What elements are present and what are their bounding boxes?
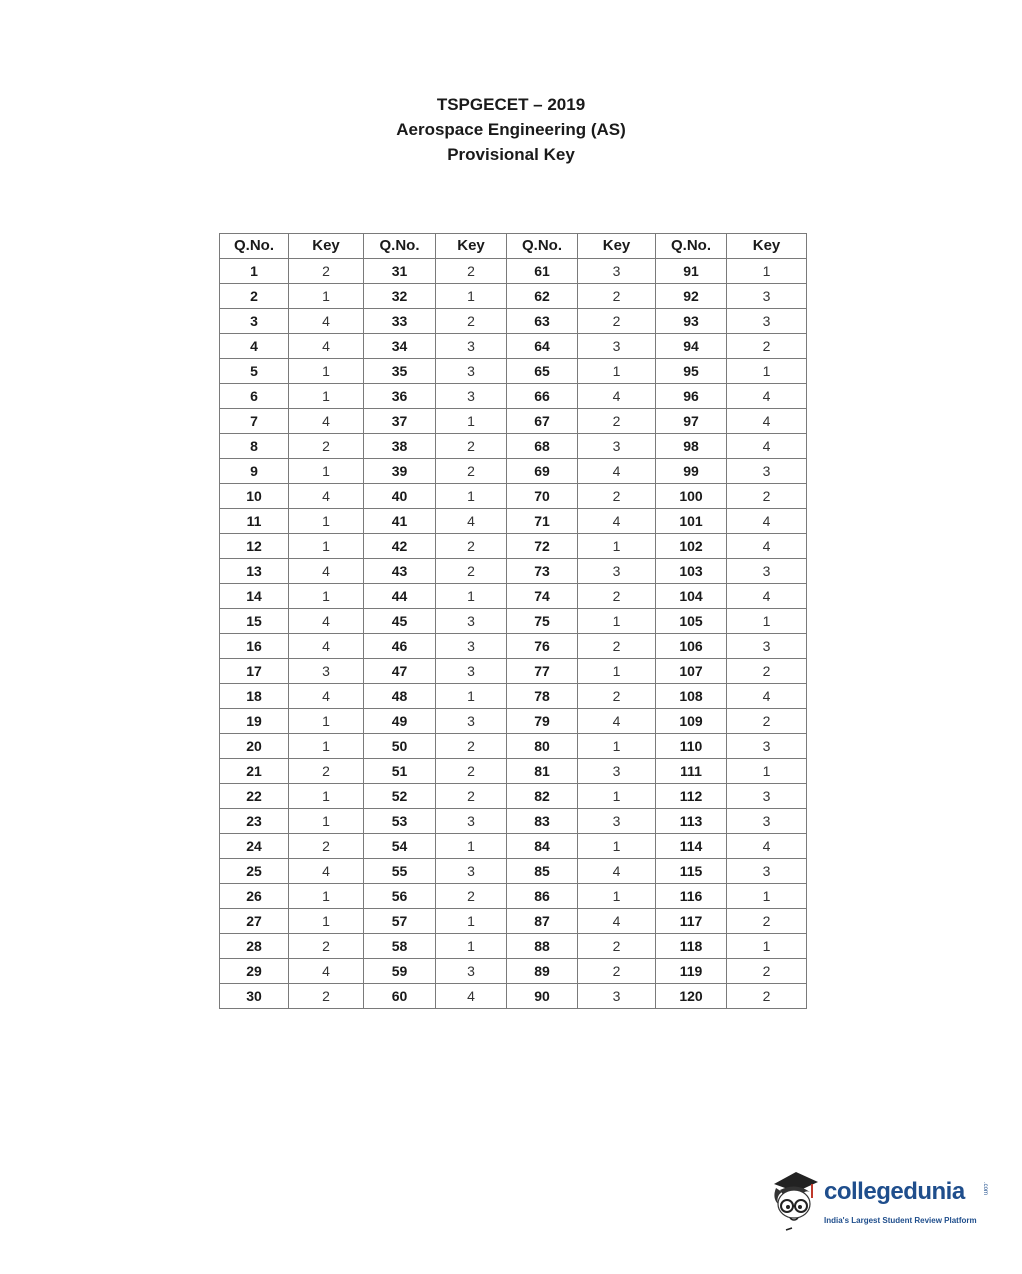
answer-key-cell: 1 [289, 534, 364, 559]
answer-key-cell: 4 [578, 509, 656, 534]
answer-key-cell: 1 [727, 259, 807, 284]
table-row [220, 509, 807, 534]
question-number-cell: 69 [507, 459, 578, 484]
collegedunia-logo [766, 1168, 996, 1234]
question-number-cell: 81 [507, 759, 578, 784]
answer-key-cell: 1 [289, 909, 364, 934]
answer-key-cell: 2 [436, 434, 507, 459]
answer-key-cell: 2 [436, 459, 507, 484]
question-number-cell: 111 [656, 759, 727, 784]
answer-key-cell: 2 [578, 934, 656, 959]
question-number-cell: 42 [364, 534, 436, 559]
answer-key-cell: 1 [578, 609, 656, 634]
answer-key-cell: 1 [289, 384, 364, 409]
header-qno: Q.No. [220, 234, 289, 259]
question-number-cell: 21 [220, 759, 289, 784]
question-number-cell: 17 [220, 659, 289, 684]
question-number-cell: 113 [656, 809, 727, 834]
brand-domain: .com [982, 1182, 988, 1196]
question-number-cell: 2 [220, 284, 289, 309]
question-number-cell: 20 [220, 734, 289, 759]
answer-key-cell: 3 [436, 609, 507, 634]
question-number-cell: 86 [507, 884, 578, 909]
question-number-cell: 95 [656, 359, 727, 384]
question-number-cell: 38 [364, 434, 436, 459]
answer-key-cell: 3 [436, 384, 507, 409]
answer-key-cell: 1 [289, 709, 364, 734]
answer-key-cell: 4 [289, 634, 364, 659]
answer-key-cell: 2 [436, 309, 507, 334]
answer-key-cell: 3 [436, 334, 507, 359]
question-number-cell: 74 [507, 584, 578, 609]
table-row [220, 809, 807, 834]
question-number-cell: 11 [220, 509, 289, 534]
answer-key-cell: 2 [578, 959, 656, 984]
table-row [220, 484, 807, 509]
table-row [220, 884, 807, 909]
question-number-cell: 49 [364, 709, 436, 734]
question-number-cell: 52 [364, 784, 436, 809]
answer-key-cell: 1 [436, 684, 507, 709]
question-number-cell: 13 [220, 559, 289, 584]
answer-key-table [219, 233, 807, 1009]
brand-name: collegedunia [824, 1178, 965, 1205]
table-row [220, 784, 807, 809]
answer-key-cell: 2 [727, 484, 807, 509]
question-number-cell: 27 [220, 909, 289, 934]
table-row [220, 734, 807, 759]
question-number-cell: 101 [656, 509, 727, 534]
question-number-cell: 72 [507, 534, 578, 559]
answer-key-cell: 3 [727, 634, 807, 659]
answer-key-cell: 3 [727, 784, 807, 809]
question-number-cell: 78 [507, 684, 578, 709]
question-number-cell: 33 [364, 309, 436, 334]
answer-key-cell: 1 [578, 534, 656, 559]
question-number-cell: 115 [656, 859, 727, 884]
answer-key-cell: 4 [578, 859, 656, 884]
question-number-cell: 89 [507, 959, 578, 984]
question-number-cell: 28 [220, 934, 289, 959]
answer-key-cell: 4 [727, 834, 807, 859]
question-number-cell: 6 [220, 384, 289, 409]
answer-key-cell: 4 [727, 509, 807, 534]
question-number-cell: 73 [507, 559, 578, 584]
answer-key-cell: 3 [727, 859, 807, 884]
question-number-cell: 24 [220, 834, 289, 859]
question-number-cell: 15 [220, 609, 289, 634]
table-row [220, 709, 807, 734]
answer-key-cell: 1 [727, 884, 807, 909]
question-number-cell: 85 [507, 859, 578, 884]
table-row [220, 384, 807, 409]
answer-key-cell: 1 [436, 934, 507, 959]
question-number-cell: 103 [656, 559, 727, 584]
answer-key-cell: 4 [727, 409, 807, 434]
question-number-cell: 67 [507, 409, 578, 434]
question-number-cell: 25 [220, 859, 289, 884]
table-row [220, 334, 807, 359]
answer-key-cell: 4 [289, 684, 364, 709]
question-number-cell: 83 [507, 809, 578, 834]
table-row [220, 459, 807, 484]
answer-key-cell: 1 [289, 784, 364, 809]
question-number-cell: 45 [364, 609, 436, 634]
answer-key-cell: 4 [578, 709, 656, 734]
table-row [220, 909, 807, 934]
key-type-title: Provisional Key [447, 145, 575, 164]
answer-key-cell: 2 [436, 734, 507, 759]
header-qno: Q.No. [364, 234, 436, 259]
answer-key-cell: 4 [436, 509, 507, 534]
question-number-cell: 30 [220, 984, 289, 1009]
question-number-cell: 19 [220, 709, 289, 734]
question-number-cell: 35 [364, 359, 436, 384]
question-number-cell: 66 [507, 384, 578, 409]
answer-key-cell: 2 [289, 834, 364, 859]
answer-key-cell: 1 [436, 409, 507, 434]
question-number-cell: 62 [507, 284, 578, 309]
table-row [220, 834, 807, 859]
answer-key-cell: 4 [727, 434, 807, 459]
answer-key-cell: 1 [727, 609, 807, 634]
question-number-cell: 106 [656, 634, 727, 659]
question-number-cell: 43 [364, 559, 436, 584]
question-number-cell: 39 [364, 459, 436, 484]
answer-key-cell: 3 [727, 734, 807, 759]
answer-key-cell: 3 [727, 809, 807, 834]
question-number-cell: 64 [507, 334, 578, 359]
answer-key-cell: 3 [727, 559, 807, 584]
question-number-cell: 57 [364, 909, 436, 934]
table-row [220, 534, 807, 559]
question-number-cell: 59 [364, 959, 436, 984]
answer-key-cell: 3 [436, 359, 507, 384]
answer-key-cell: 4 [727, 584, 807, 609]
answer-key-cell: 3 [436, 709, 507, 734]
answer-key-cell: 1 [436, 909, 507, 934]
answer-key-cell: 2 [578, 684, 656, 709]
question-number-cell: 34 [364, 334, 436, 359]
answer-key-cell: 4 [436, 984, 507, 1009]
question-number-cell: 84 [507, 834, 578, 859]
answer-key-cell: 4 [578, 909, 656, 934]
answer-key-cell: 3 [578, 259, 656, 284]
answer-key-cell: 3 [578, 809, 656, 834]
question-number-cell: 58 [364, 934, 436, 959]
answer-key-cell: 3 [578, 759, 656, 784]
question-number-cell: 104 [656, 584, 727, 609]
question-number-cell: 119 [656, 959, 727, 984]
question-number-cell: 76 [507, 634, 578, 659]
answer-key-cell: 3 [578, 434, 656, 459]
question-number-cell: 70 [507, 484, 578, 509]
answer-key-cell: 4 [727, 684, 807, 709]
question-number-cell: 16 [220, 634, 289, 659]
question-number-cell: 63 [507, 309, 578, 334]
question-number-cell: 12 [220, 534, 289, 559]
answer-key-cell: 2 [436, 534, 507, 559]
answer-key-cell: 2 [578, 284, 656, 309]
answer-key-cell: 1 [727, 359, 807, 384]
question-number-cell: 8 [220, 434, 289, 459]
question-number-cell: 61 [507, 259, 578, 284]
table-row [220, 859, 807, 884]
answer-key-cell: 1 [436, 484, 507, 509]
answer-key-cell: 1 [578, 834, 656, 859]
table-row [220, 259, 807, 284]
answer-key-cell: 1 [436, 284, 507, 309]
answer-key-cell: 4 [289, 309, 364, 334]
table-row [220, 434, 807, 459]
answer-key-cell: 2 [578, 584, 656, 609]
answer-key-cell: 1 [289, 884, 364, 909]
answer-key-cell: 1 [289, 734, 364, 759]
table-row [220, 309, 807, 334]
answer-key-cell: 4 [289, 334, 364, 359]
question-number-cell: 87 [507, 909, 578, 934]
question-number-cell: 94 [656, 334, 727, 359]
question-number-cell: 53 [364, 809, 436, 834]
question-number-cell: 91 [656, 259, 727, 284]
question-number-cell: 88 [507, 934, 578, 959]
answer-key-cell: 3 [578, 984, 656, 1009]
header-qno: Q.No. [656, 234, 727, 259]
question-number-cell: 51 [364, 759, 436, 784]
table-body [220, 259, 807, 1009]
answer-key-cell: 2 [727, 959, 807, 984]
answer-key-cell: 4 [289, 959, 364, 984]
question-number-cell: 22 [220, 784, 289, 809]
question-number-cell: 44 [364, 584, 436, 609]
answer-key-cell: 1 [289, 359, 364, 384]
table-row [220, 959, 807, 984]
answer-key-cell: 4 [289, 409, 364, 434]
table-row [220, 584, 807, 609]
answer-key-cell: 1 [289, 509, 364, 534]
question-number-cell: 120 [656, 984, 727, 1009]
answer-key-cell: 2 [578, 634, 656, 659]
answer-key-cell: 4 [727, 384, 807, 409]
answer-key-cell: 2 [727, 909, 807, 934]
question-number-cell: 10 [220, 484, 289, 509]
question-number-cell: 96 [656, 384, 727, 409]
answer-key-cell: 2 [578, 409, 656, 434]
question-number-cell: 3 [220, 309, 289, 334]
question-number-cell: 79 [507, 709, 578, 734]
table-row [220, 659, 807, 684]
question-number-cell: 118 [656, 934, 727, 959]
answer-key-cell: 3 [436, 809, 507, 834]
question-number-cell: 75 [507, 609, 578, 634]
answer-key-cell: 2 [727, 334, 807, 359]
answer-key-cell: 1 [727, 934, 807, 959]
answer-key-cell: 1 [436, 834, 507, 859]
answer-key-cell: 1 [289, 584, 364, 609]
question-number-cell: 82 [507, 784, 578, 809]
table-row [220, 609, 807, 634]
question-number-cell: 50 [364, 734, 436, 759]
question-number-cell: 68 [507, 434, 578, 459]
answer-key-cell: 2 [289, 759, 364, 784]
question-number-cell: 71 [507, 509, 578, 534]
exam-title: TSPGECET – 2019 [436, 95, 586, 114]
answer-key-cell: 2 [578, 309, 656, 334]
answer-key-cell: 2 [289, 984, 364, 1009]
question-number-cell: 23 [220, 809, 289, 834]
question-number-cell: 4 [220, 334, 289, 359]
answer-key-cell: 1 [289, 284, 364, 309]
question-number-cell: 55 [364, 859, 436, 884]
question-number-cell: 37 [364, 409, 436, 434]
table-row [220, 984, 807, 1009]
table-row [220, 684, 807, 709]
answer-key-cell: 4 [578, 459, 656, 484]
table-header-row [220, 234, 807, 259]
header-key: Key [436, 234, 507, 259]
table-row [220, 359, 807, 384]
answer-key-cell: 4 [578, 384, 656, 409]
question-number-cell: 1 [220, 259, 289, 284]
question-number-cell: 90 [507, 984, 578, 1009]
question-number-cell: 7 [220, 409, 289, 434]
question-number-cell: 31 [364, 259, 436, 284]
answer-key-cell: 4 [289, 609, 364, 634]
answer-key-cell: 2 [289, 434, 364, 459]
answer-key-cell: 1 [578, 884, 656, 909]
question-number-cell: 117 [656, 909, 727, 934]
answer-key-cell: 2 [436, 259, 507, 284]
question-number-cell: 98 [656, 434, 727, 459]
table-row [220, 559, 807, 584]
answer-key-cell: 3 [727, 309, 807, 334]
answer-key-cell: 2 [436, 884, 507, 909]
question-number-cell: 47 [364, 659, 436, 684]
brand-tagline: India's Largest Student Review Platform [824, 1216, 977, 1225]
answer-key-cell: 1 [436, 584, 507, 609]
question-number-cell: 54 [364, 834, 436, 859]
answer-key-cell: 2 [578, 484, 656, 509]
answer-key-cell: 3 [436, 634, 507, 659]
answer-key-cell: 1 [289, 459, 364, 484]
table-row [220, 934, 807, 959]
answer-key-cell: 3 [727, 284, 807, 309]
question-number-cell: 92 [656, 284, 727, 309]
question-number-cell: 105 [656, 609, 727, 634]
answer-key-cell: 1 [578, 659, 656, 684]
answer-key-cell: 3 [578, 559, 656, 584]
answer-key-cell: 2 [436, 559, 507, 584]
table-row [220, 284, 807, 309]
question-number-cell: 102 [656, 534, 727, 559]
header-qno: Q.No. [507, 234, 578, 259]
answer-key-cell: 1 [289, 809, 364, 834]
question-number-cell: 112 [656, 784, 727, 809]
student-mascot-icon [766, 1168, 822, 1234]
answer-key-cell: 3 [578, 334, 656, 359]
header-key: Key [578, 234, 656, 259]
answer-key-cell: 3 [289, 659, 364, 684]
question-number-cell: 77 [507, 659, 578, 684]
answer-key-cell: 2 [727, 709, 807, 734]
answer-key-cell: 3 [436, 959, 507, 984]
question-number-cell: 14 [220, 584, 289, 609]
document-heading [0, 92, 1022, 167]
question-number-cell: 93 [656, 309, 727, 334]
answer-key-cell: 1 [578, 734, 656, 759]
answer-key-cell: 4 [289, 559, 364, 584]
answer-key-cell: 2 [289, 259, 364, 284]
answer-key-cell: 4 [289, 484, 364, 509]
header-key: Key [289, 234, 364, 259]
question-number-cell: 80 [507, 734, 578, 759]
question-number-cell: 46 [364, 634, 436, 659]
answer-key-cell: 2 [727, 984, 807, 1009]
question-number-cell: 18 [220, 684, 289, 709]
answer-key-cell: 1 [578, 784, 656, 809]
question-number-cell: 29 [220, 959, 289, 984]
answer-key-cell: 2 [436, 759, 507, 784]
answer-key-cell: 3 [436, 659, 507, 684]
question-number-cell: 32 [364, 284, 436, 309]
question-number-cell: 99 [656, 459, 727, 484]
question-number-cell: 108 [656, 684, 727, 709]
table-row [220, 409, 807, 434]
answer-key-cell: 4 [289, 859, 364, 884]
question-number-cell: 5 [220, 359, 289, 384]
question-number-cell: 110 [656, 734, 727, 759]
question-number-cell: 114 [656, 834, 727, 859]
question-number-cell: 116 [656, 884, 727, 909]
question-number-cell: 100 [656, 484, 727, 509]
question-number-cell: 41 [364, 509, 436, 534]
answer-key-cell: 3 [727, 459, 807, 484]
question-number-cell: 60 [364, 984, 436, 1009]
question-number-cell: 65 [507, 359, 578, 384]
header-key: Key [727, 234, 807, 259]
question-number-cell: 36 [364, 384, 436, 409]
answer-key-cell: 1 [578, 359, 656, 384]
question-number-cell: 9 [220, 459, 289, 484]
question-number-cell: 40 [364, 484, 436, 509]
question-number-cell: 26 [220, 884, 289, 909]
question-number-cell: 107 [656, 659, 727, 684]
answer-key-cell: 1 [727, 759, 807, 784]
answer-key-cell: 4 [727, 534, 807, 559]
question-number-cell: 48 [364, 684, 436, 709]
table-row [220, 634, 807, 659]
answer-key-cell: 3 [436, 859, 507, 884]
subject-title: Aerospace Engineering (AS) [396, 120, 626, 139]
answer-key-cell: 2 [289, 934, 364, 959]
question-number-cell: 97 [656, 409, 727, 434]
question-number-cell: 56 [364, 884, 436, 909]
answer-key-cell: 2 [436, 784, 507, 809]
question-number-cell: 109 [656, 709, 727, 734]
answer-key-cell: 2 [727, 659, 807, 684]
table-row [220, 759, 807, 784]
